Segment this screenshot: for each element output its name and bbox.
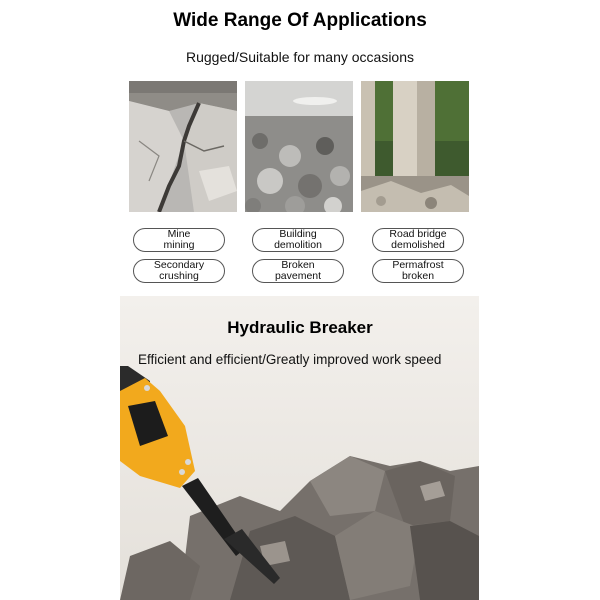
section-title: Wide Range Of Applications bbox=[173, 10, 427, 31]
application-pill-secondary-crushing: Secondary crushing bbox=[133, 259, 225, 283]
banner-title: Hydraulic Breaker bbox=[227, 318, 373, 337]
mine-rock-photo bbox=[129, 81, 237, 212]
application-pill-building-demolition: Building demolition bbox=[252, 228, 344, 252]
banner-subtitle: Efficient and efficient/Greatly improved work speed bbox=[138, 352, 442, 367]
application-pill-broken-pavement: Broken pavement bbox=[252, 259, 344, 283]
section-subtitle: Rugged/Suitable for many occasions bbox=[185, 49, 415, 65]
application-pill-permafrost: Permafrost broken bbox=[372, 259, 464, 283]
demolition-rubble-photo bbox=[245, 81, 353, 212]
application-pill-mine-mining: Mine mining bbox=[133, 228, 225, 252]
bridge-pillar-photo bbox=[361, 81, 469, 212]
application-pill-road-bridge: Road bridge demolished bbox=[372, 228, 464, 252]
hydraulic-breaker-banner bbox=[120, 296, 479, 600]
